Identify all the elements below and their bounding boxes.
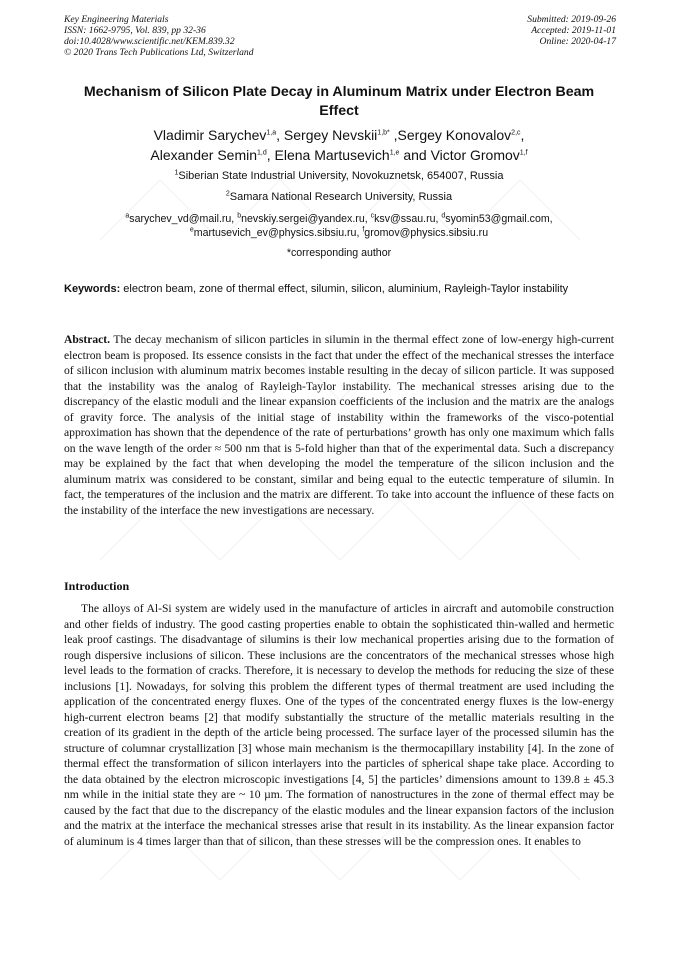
accepted-date: Accepted: 2019-11-01 (531, 25, 616, 36)
author-name: Alexander Semin (150, 147, 258, 163)
email-link[interactable]: martusevich_ev@physics.sibsiu.ru, (193, 227, 363, 239)
abstract-label: Abstract. (64, 333, 111, 346)
email-sup: a (125, 212, 130, 220)
email-sup: d (441, 212, 446, 220)
author-sup: 1,f (519, 149, 528, 157)
author-sup: 1,b* (377, 129, 390, 137)
keywords-text: electron beam, zone of thermal effect, silumin, silicon, aluminium, Rayleigh-Taylor instability (120, 283, 569, 295)
keywords (64, 283, 614, 297)
email-sup: f (362, 226, 365, 234)
author-sup: 1,d (257, 149, 267, 157)
author-sup: 2,c (511, 129, 521, 137)
email-link[interactable]: syomin53@gmail.com, (445, 213, 553, 225)
author-name: ,Sergey Konovalov (389, 127, 512, 143)
email-sup: c (370, 212, 375, 220)
author-name: and Victor Gromov (399, 147, 520, 163)
author-sup: 1,a (266, 129, 277, 137)
online-date: Online: 2020-04-17 (539, 36, 616, 47)
email-list (64, 212, 614, 260)
abstract (64, 332, 614, 519)
email-link[interactable]: nevskiy.sergei@yandex.ru, (241, 213, 371, 225)
email-link[interactable]: gromov@physics.sibsiu.ru (364, 227, 489, 239)
email-sup: e (189, 226, 194, 234)
section-heading-introduction: Introduction (64, 579, 130, 593)
introduction-paragraph: The alloys of Al-Si system are widely used in the manufacture of articles in aircraft and automobile construction and other fields of industry. The good casting properties enable to obtain the sophisticated thin-walled and hermetic leak proof castings. The disadvantage of silumins is their low mechanical properties arising due to the formation of rough dispersive inclusions of silicon. These inclusions are the concentrators of the mechanical stresses whose high level leads to the formation of cracks. Therefore, it is necessary to develop the methods for reducing the size of these inclusions [1]. Nowadays, for solving this problem the different types of thermal treatment are used including the application of the concentrated energy fluxes. One of the types of the concentrated energy fluxes is the low-energy high-current electron beams [2] that modify substantially the structure of the metallic materials resulting in the creation of its gradient in the depth of the article being processed. The surface layer of the processed silumin has the structure of columnar crystallization [3] whose main mechanism is the thermocapillary instability [4]. In the zone of thermal effect the transformation of silicon interlayers into the particles of spherical shape take place. According to the data obtained by the electron microscopic investigations [4, 5] the particles’ dimensions amount to 139.8 ± 45.3 nm while in the initial state they are ~ 10 µm. The formation of nanostructures in the zone of thermal effect may be caused by the fact that due to the discrepancy of the elastic modules and the linear expansion factors of the inclusion and the matrix at the interface the mechanical stresses arise that result in its instability. As the linear expansion factor of aluminum is 4 times larger than that of silicon, than these stresses will be the compression ones. It enables to (64, 602, 614, 848)
author-list (64, 125, 614, 165)
affiliation-text: Siberian State Industrial University, Novokuznetsk, 654007, Russia (178, 170, 504, 182)
affiliation-2 (64, 190, 614, 204)
author-name: , Elena Martusevich (266, 147, 390, 163)
paper-title: Mechanism of Silicon Plate Decay in Aluminum Matrix under Electron Beam Effect (83, 84, 595, 119)
email-link[interactable]: sarychev_vd@mail.ru, (129, 213, 238, 225)
affiliation-1 (64, 169, 614, 183)
issn-line: ISSN: 1662-9795, Vol. 839, pp 32-36 (64, 25, 206, 36)
publication-dates (527, 14, 616, 47)
email-sup: b (237, 212, 242, 220)
submitted-date: Submitted: 2019-09-26 (527, 14, 616, 25)
affiliation-sup: 1 (174, 169, 179, 177)
copyright-line: © 2020 Trans Tech Publications Ltd, Switzerland (64, 47, 254, 58)
author-name: Vladimir Sarychev (153, 127, 267, 143)
affiliation-text: Samara National Research University, Russia (229, 191, 453, 203)
journal-info (64, 14, 254, 58)
corresponding-author-note: *corresponding author (286, 247, 392, 259)
abstract-text: The decay mechanism of silicon particles in silumin in the thermal effect zone of low-energy high-current electron beam is proposed. Its essence consists in the fact that under the effect of the mechanical stresses the interface of silicon inclusion with aluminum matrix becomes instable resulting in the decay of silicon particle. It was supposed that the instability was the analog of Rayleigh-Taylor instability. The mechanical stresses arising due to the discrepancy of the elastic moduli and the linear expansion coefficients of the inclusion and the matrix are the analogs of gravity force. The analysis of the initial stage of instability within the frameworks of the visco-potential approximation has shown that the dependence of the rate of perturbations’ growth has only one maximum which falls on the wave length of the order ≈ 500 nm that is 5-fold higher than that of the experimental data. Such a discrepancy may be explained by the fact that when developing the model the temperature of the silicon inclusion and the aluminum matrix was considered to be constant, similar and being equal to the eutectic temperature of silumin. In fact, the temperatures of the inclusion and the matrix are different. To take into account the influence of these facts on the instability of the interface the new investigations are necessary. (64, 333, 614, 518)
journal-name: Key Engineering Materials (64, 14, 169, 25)
email-link[interactable]: ksv@ssau.ru, (374, 213, 442, 225)
affiliation-sup: 2 (225, 190, 230, 198)
keywords-label: Keywords: (64, 283, 121, 295)
author-sup: 1,e (389, 149, 400, 157)
author-separator: , (520, 127, 525, 143)
doi-line: doi:10.4028/www.scientific.net/KEM.839.32 (64, 36, 235, 47)
author-name: , Sergey Nevskii (276, 127, 378, 143)
